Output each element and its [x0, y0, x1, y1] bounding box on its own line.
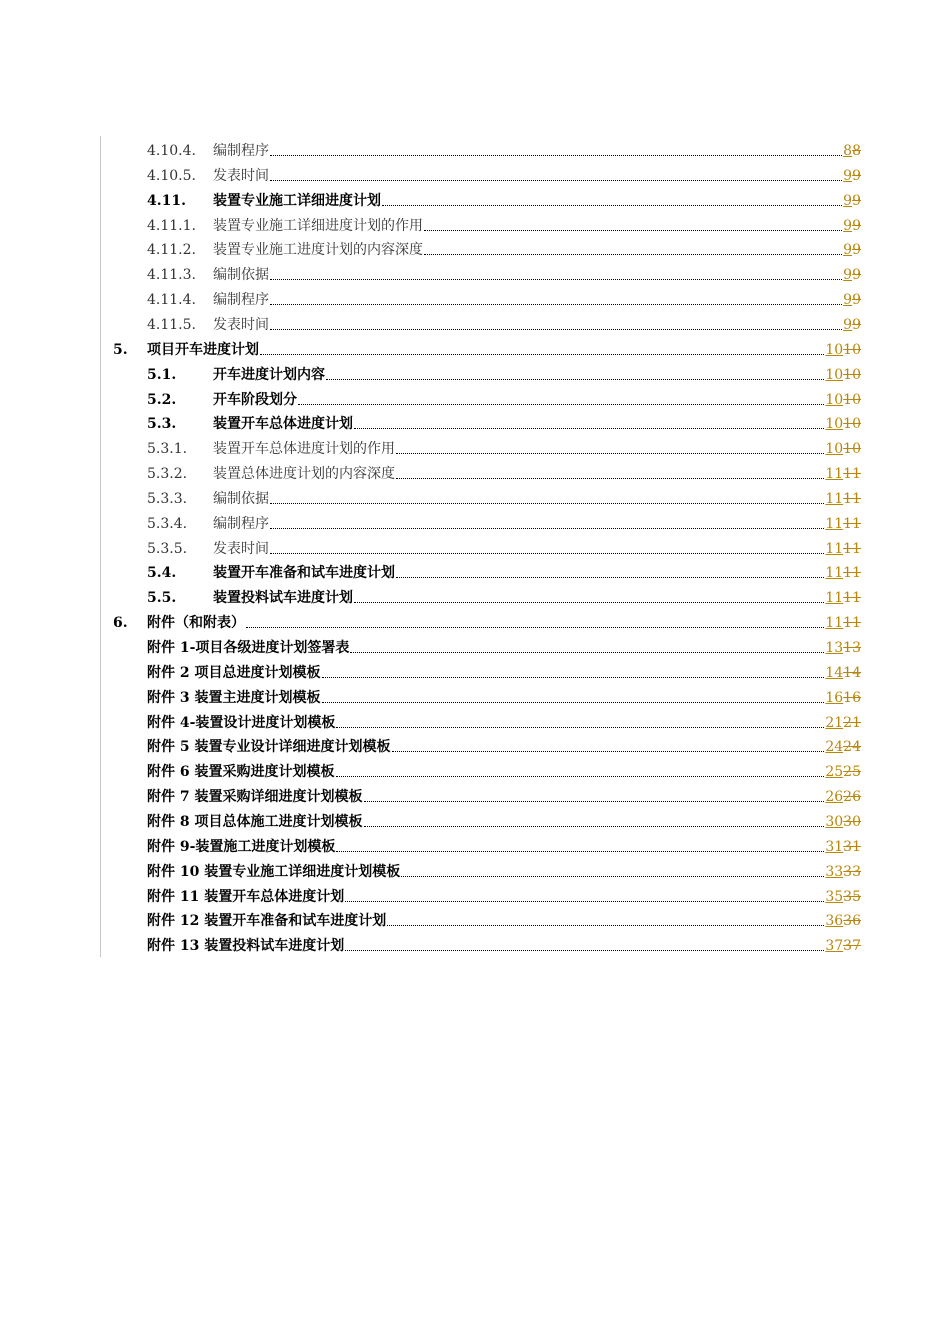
- toc-page-number[interactable]: [825, 937, 861, 955]
- toc-entry-title: 附件 3 装置主进度计划模板: [147, 689, 321, 706]
- dot-leader: [270, 552, 824, 554]
- dot-leader: [354, 427, 824, 429]
- toc-entry-title: 编制依据: [213, 490, 269, 507]
- dot-leader: [270, 179, 842, 181]
- page-number-inserted: 36: [825, 913, 844, 930]
- page-number-inserted: 9: [843, 242, 853, 259]
- page-number-inserted: 10: [825, 441, 844, 458]
- toc-entry-title: 装置开车总体进度计划的作用: [213, 441, 395, 458]
- toc-page-number[interactable]: [825, 689, 861, 707]
- page-number-inserted: 9: [843, 192, 853, 209]
- dot-leader: [396, 477, 824, 479]
- toc-entry-number: 5.3.1.: [147, 441, 188, 458]
- page-number-deleted: 16: [843, 689, 861, 706]
- toc-page-number[interactable]: [825, 639, 861, 657]
- toc-entry-title: 装置开车总体进度计划: [213, 416, 353, 433]
- toc-page-number[interactable]: [825, 738, 861, 756]
- page-number-inserted: 9: [843, 267, 853, 284]
- page-number-inserted: 31: [825, 838, 844, 855]
- toc-entry[interactable]: [147, 186, 861, 210]
- page-number-deleted: 37: [843, 938, 861, 955]
- dot-leader: [364, 800, 825, 802]
- toc-entry-number: 5.1.: [147, 366, 177, 383]
- page-number-deleted: 26: [843, 789, 861, 806]
- toc-entry[interactable]: [113, 335, 861, 359]
- page-number-inserted: 35: [825, 888, 844, 905]
- toc-entry-number: 5.4.: [147, 565, 177, 582]
- page-number-deleted: 9: [852, 267, 861, 284]
- toc-page-number[interactable]: [825, 888, 861, 906]
- toc-entry[interactable]: [147, 708, 861, 732]
- page-number-deleted: 10: [843, 441, 861, 458]
- dot-leader: [322, 701, 825, 703]
- toc-entry-number: 4.11.2.: [147, 242, 196, 259]
- page-number-deleted: 9: [852, 217, 861, 234]
- toc-entry-title: 开车进度计划内容: [213, 366, 325, 383]
- toc-entry[interactable]: [147, 583, 861, 607]
- page-number-deleted: 10: [843, 341, 861, 358]
- page-number-inserted: 9: [843, 167, 853, 184]
- dot-leader: [270, 278, 842, 280]
- toc-page-number[interactable]: [825, 589, 861, 607]
- toc-entry[interactable]: [147, 484, 861, 508]
- toc-entry-title: 附件 10 装置专业施工详细进度计划模板: [147, 863, 401, 880]
- dot-leader: [424, 229, 842, 231]
- page-number-inserted: 9: [843, 217, 853, 234]
- dot-leader: [424, 253, 842, 255]
- dot-leader: [382, 204, 842, 206]
- page-number-inserted: 11: [825, 590, 844, 607]
- page-number-inserted: 10: [825, 341, 844, 358]
- page-number-deleted: 30: [843, 813, 861, 830]
- toc-entry[interactable]: [147, 360, 861, 384]
- page-number-deleted: 11: [843, 466, 861, 483]
- toc-page-number[interactable]: [843, 167, 861, 185]
- toc-entry[interactable]: [147, 906, 861, 930]
- page-number-inserted: 11: [825, 615, 844, 632]
- dot-leader: [270, 303, 842, 305]
- page-number-inserted: 30: [825, 813, 844, 830]
- toc-entry-number: 4.11.3.: [147, 267, 196, 284]
- toc-entry-number: 4.11.1.: [147, 217, 196, 234]
- toc-entry-title: 附件 13 装置投料试车进度计划: [147, 938, 345, 955]
- toc-page-number[interactable]: [843, 142, 861, 160]
- toc-entry-number: 5.3.: [147, 416, 177, 433]
- toc-entry[interactable]: [147, 161, 861, 185]
- page-number-deleted: 33: [843, 863, 861, 880]
- dot-leader: [354, 601, 824, 603]
- toc-entry-title: 附件 2 项目总进度计划模板: [147, 664, 321, 681]
- dot-leader: [392, 750, 825, 752]
- page-number-inserted: 11: [825, 466, 844, 483]
- dot-leader: [350, 651, 824, 653]
- toc-entry-number: 5.: [113, 341, 128, 358]
- toc-entry[interactable]: [147, 683, 861, 707]
- toc-entry[interactable]: [113, 608, 861, 632]
- toc-entry-number: 4.11.: [147, 192, 186, 209]
- page-number-deleted: 9: [852, 292, 861, 309]
- toc-entry[interactable]: [147, 931, 861, 955]
- page-number-inserted: 21: [825, 714, 844, 731]
- toc-entry-title: 装置专业施工进度计划的内容深度: [213, 242, 423, 259]
- toc-page-number[interactable]: [825, 863, 861, 881]
- toc-page-number[interactable]: [843, 217, 861, 235]
- toc-page-number[interactable]: [825, 391, 861, 409]
- toc-entry-title: 装置开车准备和试车进度计划: [213, 565, 395, 582]
- toc-entry-title: 编制程序: [213, 515, 269, 532]
- toc-entry-title: 发表时间: [213, 167, 269, 184]
- toc-entry-number: 4.10.4.: [147, 143, 196, 159]
- toc-page-number[interactable]: [825, 440, 861, 458]
- page-number-inserted: 9: [843, 316, 853, 333]
- page-number-inserted: 11: [825, 540, 844, 557]
- toc-entry-number: 5.3.2.: [147, 466, 188, 483]
- toc-entry[interactable]: [147, 558, 861, 582]
- page-number-inserted: 33: [825, 863, 844, 880]
- page-number-deleted: 9: [852, 242, 861, 259]
- toc-entry-title: 附件 5 装置专业设计详细进度计划模板: [147, 739, 391, 756]
- page-number-deleted: 10: [843, 416, 861, 433]
- dot-leader: [260, 353, 824, 355]
- toc-entry-number: 5.2.: [147, 391, 177, 408]
- toc-entry[interactable]: [147, 757, 861, 781]
- toc-entry-title: 附件 1-项目各级进度计划签署表: [147, 640, 350, 656]
- toc-entry[interactable]: [147, 807, 861, 831]
- toc-entry-number: 4.11.5.: [147, 316, 196, 333]
- toc-page-number[interactable]: [825, 366, 861, 384]
- page-number-deleted: 9: [852, 167, 861, 184]
- dot-leader: [270, 154, 842, 156]
- toc-entry[interactable]: [147, 633, 861, 657]
- toc-entry-title: 附件 7 装置采购详细进度计划模板: [147, 789, 363, 806]
- toc-entry-title: 附件 9-装置施工进度计划模板: [147, 838, 336, 855]
- toc-entry[interactable]: [147, 658, 861, 682]
- page-number-inserted: 26: [825, 789, 844, 806]
- page-number-deleted: 31: [843, 838, 861, 855]
- toc-page-number[interactable]: [825, 564, 861, 582]
- page-number-deleted: 9: [852, 192, 861, 209]
- page-number-inserted: 24: [825, 739, 844, 756]
- page-number-inserted: 11: [825, 565, 844, 582]
- toc-entry-number: 4.11.4.: [147, 292, 196, 309]
- page-number-deleted: 10: [843, 366, 861, 383]
- toc-entry-title: 开车阶段划分: [213, 391, 297, 408]
- dot-leader: [270, 502, 824, 504]
- page-number-inserted: 25: [825, 764, 844, 781]
- toc-entry-title: 附件 12 装置开车准备和试车进度计划: [147, 913, 387, 930]
- toc-entry-number: 5.5.: [147, 590, 177, 607]
- toc-entry[interactable]: [147, 385, 861, 409]
- page-number-inserted: 37: [825, 938, 844, 955]
- dot-leader: [345, 949, 824, 951]
- page-number-deleted: 11: [843, 565, 861, 582]
- toc-entry[interactable]: [147, 732, 861, 756]
- toc-entry-number: 6.: [113, 615, 128, 632]
- toc-entry[interactable]: [147, 459, 861, 483]
- page-number-deleted: 8: [852, 143, 861, 159]
- page-number-inserted: 8: [843, 143, 853, 159]
- page-number-deleted: 25: [843, 764, 861, 781]
- toc-page-number[interactable]: [825, 465, 861, 483]
- toc-page-number[interactable]: [825, 788, 861, 806]
- toc-entry-title: 附件 6 装置采购进度计划模板: [147, 764, 335, 781]
- toc-entry[interactable]: [147, 857, 861, 881]
- page-number-deleted: 13: [843, 640, 861, 656]
- page-number-inserted: 16: [825, 689, 844, 706]
- dot-leader: [396, 576, 824, 578]
- toc-page-number[interactable]: [843, 316, 861, 334]
- toc-entry-title: 发表时间: [213, 540, 269, 557]
- dot-leader: [270, 527, 824, 529]
- toc-page-number[interactable]: [825, 664, 861, 682]
- toc-entry-number: 5.3.4.: [147, 515, 188, 532]
- toc-page-number[interactable]: [825, 515, 861, 533]
- toc-entry-number: 5.3.3.: [147, 490, 188, 507]
- toc-entry[interactable]: [147, 509, 861, 533]
- toc-page-number[interactable]: [825, 490, 861, 508]
- toc-page-number[interactable]: [843, 192, 861, 210]
- toc-entry[interactable]: [147, 832, 861, 856]
- page-number-deleted: 35: [843, 888, 861, 905]
- page-number-inserted: 13: [825, 640, 844, 656]
- dot-leader: [246, 626, 824, 628]
- toc-entry[interactable]: [147, 882, 861, 906]
- toc-entry[interactable]: [147, 534, 861, 558]
- toc-entry-title: 发表时间: [213, 316, 269, 333]
- page-number-deleted: 11: [843, 490, 861, 507]
- toc-entry-title: 附件 8 项目总体施工进度计划模板: [147, 813, 363, 830]
- toc-entry[interactable]: [147, 260, 861, 284]
- page-number-deleted: 36: [843, 913, 861, 930]
- toc-entry[interactable]: [147, 136, 861, 160]
- dot-leader: [322, 676, 825, 678]
- page-number-deleted: 11: [843, 615, 861, 632]
- page-number-inserted: 10: [825, 366, 844, 383]
- toc-page-number[interactable]: [843, 291, 861, 309]
- toc-page-number[interactable]: [825, 813, 861, 831]
- toc-entry-title: 附件 4-装置设计进度计划模板: [147, 714, 336, 731]
- toc-page-number[interactable]: [825, 341, 861, 359]
- toc-entry-title: 项目开车进度计划: [147, 341, 259, 358]
- toc-entry-title: 装置投料试车进度计划: [213, 590, 353, 607]
- toc-entry[interactable]: [147, 409, 861, 433]
- toc-page-number[interactable]: [825, 540, 861, 558]
- page-number-deleted: 11: [843, 540, 861, 557]
- dot-leader: [345, 900, 824, 902]
- toc-page-number[interactable]: [825, 415, 861, 433]
- dot-leader: [396, 452, 824, 454]
- toc-entry[interactable]: [147, 285, 861, 309]
- toc-entry[interactable]: [147, 782, 861, 806]
- page-number-inserted: 9: [843, 292, 853, 309]
- page-number-deleted: 9: [852, 316, 861, 333]
- page-number-deleted: 14: [843, 664, 861, 681]
- toc-page-number[interactable]: [825, 912, 861, 930]
- revision-margin-bar: [100, 136, 101, 957]
- dot-leader: [270, 328, 842, 330]
- dot-leader: [401, 875, 824, 877]
- page-number-inserted: 14: [825, 664, 844, 681]
- toc-entry-title: 编制程序: [213, 143, 269, 159]
- dot-leader: [336, 850, 824, 852]
- page-number-inserted: 11: [825, 490, 844, 507]
- toc-page-number[interactable]: [825, 614, 861, 632]
- toc-entry-title: 编制程序: [213, 292, 269, 309]
- dot-leader: [336, 775, 825, 777]
- dot-leader: [336, 726, 824, 728]
- toc-entry-number: 4.10.5.: [147, 167, 196, 184]
- toc-page-number[interactable]: [843, 266, 861, 284]
- dot-leader: [326, 378, 824, 380]
- toc-entry-title: 附件 11 装置开车总体进度计划: [147, 888, 345, 905]
- page-number-deleted: 21: [843, 714, 861, 731]
- toc-entry-title: 附件（和附表）: [147, 615, 245, 632]
- toc-page-number[interactable]: [825, 763, 861, 781]
- page-number-inserted: 10: [825, 391, 844, 408]
- page-number-deleted: 10: [843, 391, 861, 408]
- toc-entry-number: 5.3.5.: [147, 540, 188, 557]
- toc-page-number[interactable]: [825, 714, 861, 732]
- toc-page-number[interactable]: [843, 241, 861, 259]
- toc-entry[interactable]: [147, 310, 861, 334]
- page-number-deleted: 11: [843, 515, 861, 532]
- toc-entry-title: 装置专业施工详细进度计划的作用: [213, 217, 423, 234]
- toc-entry[interactable]: [147, 434, 861, 458]
- toc-entry-title: 编制依据: [213, 267, 269, 284]
- page-number-inserted: 10: [825, 416, 844, 433]
- toc-entry-title: 装置专业施工详细进度计划: [213, 192, 381, 209]
- dot-leader: [298, 403, 824, 405]
- toc-entry[interactable]: [147, 211, 861, 235]
- toc-entry-title: 装置总体进度计划的内容深度: [213, 466, 395, 483]
- page-number-deleted: 11: [843, 590, 861, 607]
- dot-leader: [364, 825, 825, 827]
- page-number-deleted: 24: [843, 739, 861, 756]
- toc-entry[interactable]: [147, 235, 861, 259]
- toc-page-number[interactable]: [825, 838, 861, 856]
- page-number-inserted: 11: [825, 515, 844, 532]
- dot-leader: [387, 924, 824, 926]
